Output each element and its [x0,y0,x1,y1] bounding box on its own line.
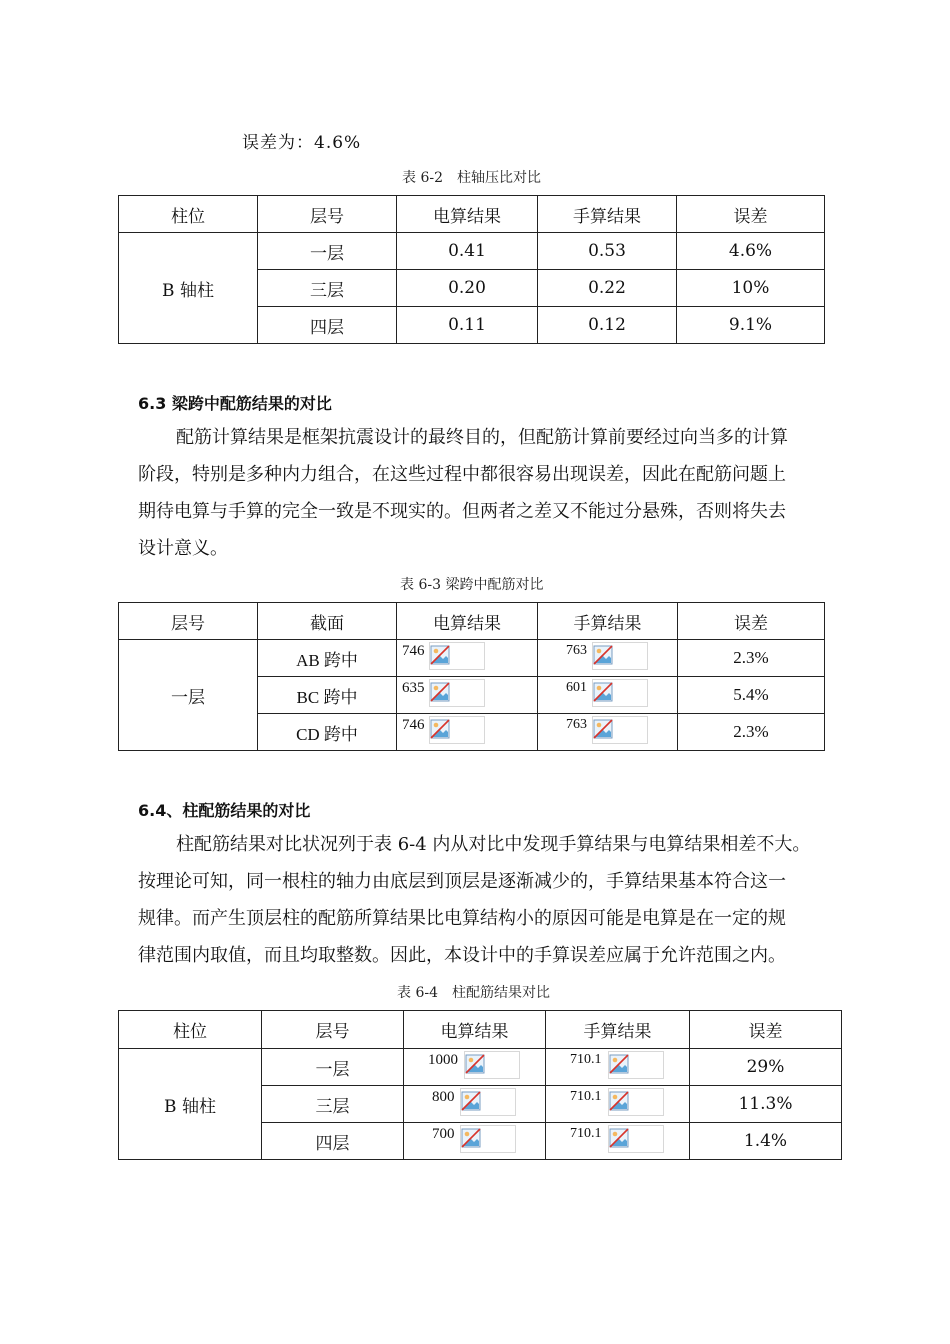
broken-image-glyph [465,1054,485,1074]
paragraph-line: 律范围内取值，而且均取整数。因此，本设计中的手算误差应属于允许范围之内。 [138,945,786,966]
manual-result-cell: 0.22 [538,270,677,307]
paragraph-line: 设计意义。 [138,538,228,559]
broken-image-icon [460,1088,516,1116]
value-text: 746 [402,717,425,733]
broken-image-glyph [609,1091,629,1111]
header-cell: 手算结果 [538,196,677,233]
header-cell: 层号 [258,196,397,233]
value-text: 710.1 [570,1126,602,1141]
header-cell: 电算结果 [397,196,538,233]
header-cell: 层号 [119,603,258,640]
value-text: 746 [402,643,425,659]
error-cell: 29% [690,1049,842,1086]
broken-image-icon [460,1125,516,1153]
broken-image-icon [429,679,485,707]
table-row [119,640,825,677]
table-caption-6-2: 表 6-2 柱轴压比对比 [402,170,541,186]
section-6-4-paragraph [138,826,850,974]
header-cell: 手算结果 [538,603,678,640]
computer-result-cell [397,677,538,714]
header-cell: 层号 [262,1011,404,1049]
paragraph-line: 阶段，特别是多种内力组合，在这些过程中都很容易出现误差，因此在配筋问题上 [138,464,786,485]
layer-cell: 四层 [258,307,397,344]
layer-cell: 三层 [262,1086,404,1123]
section-heading-6-3: 6.3 梁跨中配筋结果的对比 [138,394,332,413]
value-text: 700 [432,1126,455,1142]
broken-image-glyph [609,1054,629,1074]
broken-image-icon [592,716,648,744]
layer-cell: 三层 [258,270,397,307]
broken-image-glyph [430,645,450,665]
header-cell: 误差 [677,196,825,233]
computer-result-cell [397,640,538,677]
broken-image-icon [608,1051,664,1079]
header-cell: 电算结果 [397,603,538,640]
broken-image-glyph [461,1128,481,1148]
manual-result-cell [538,677,678,714]
broken-image-glyph [593,719,613,739]
section-cell: BC 跨中 [258,677,397,714]
manual-result-cell: 0.53 [538,233,677,270]
computer-result-cell: 0.11 [397,307,538,344]
broken-image-icon [429,716,485,744]
value-text: 1000 [428,1052,458,1068]
group-label-cell: 一层 [119,640,258,751]
error-cell: 5.4% [678,677,825,714]
computer-result-cell [397,714,538,751]
header-cell: 电算结果 [404,1011,546,1049]
broken-image-glyph [430,682,450,702]
error-cell: 10% [677,270,825,307]
layer-cell: 一层 [258,233,397,270]
value-text: 601 [566,680,587,695]
computer-result-cell [404,1123,546,1160]
section-6-3-paragraph [138,419,838,567]
value-text: 635 [402,680,425,696]
paragraph-line: 配筋计算结果是框架抗震设计的最终目的，但配筋计算前要经过向当多的计算 [176,427,788,448]
error-cell: 2.3% [678,640,825,677]
manual-result-cell [538,640,678,677]
error-summary-line: 误差为：4.6% [242,133,362,153]
table-column-reinforcement [118,1010,842,1160]
group-label-cell: B 轴柱 [119,1049,262,1160]
paragraph-line: 规律。而产生顶层柱的配筋所算结果比电算结构小的原因可能是电算是在一定的规 [138,908,786,929]
computer-result-cell: 0.20 [397,270,538,307]
broken-image-glyph [609,1128,629,1148]
broken-image-glyph [461,1091,481,1111]
computer-result-cell: 0.41 [397,233,538,270]
manual-result-cell [546,1086,690,1123]
table-caption-6-4: 表 6-4 柱配筋结果对比 [397,985,550,1001]
header-cell: 手算结果 [546,1011,690,1049]
error-cell: 2.3% [678,714,825,751]
header-cell: 柱位 [119,196,258,233]
computer-result-cell [404,1049,546,1086]
section-cell: AB 跨中 [258,640,397,677]
manual-result-cell [538,714,678,751]
header-cell: 误差 [678,603,825,640]
header-cell: 截面 [258,603,397,640]
broken-image-icon [608,1125,664,1153]
broken-image-icon [608,1088,664,1116]
broken-image-icon [592,679,648,707]
layer-cell: 一层 [262,1049,404,1086]
paragraph-line: 期待电算与手算的完全一致是不现实的。但两者之差又不能过分悬殊，否则将失去 [138,501,786,522]
manual-result-cell [546,1049,690,1086]
value-text: 710.1 [570,1089,602,1104]
layer-cell: 四层 [262,1123,404,1160]
broken-image-icon [429,642,485,670]
computer-result-cell [404,1086,546,1123]
broken-image-icon [464,1051,520,1079]
manual-result-cell: 0.12 [538,307,677,344]
error-cell: 9.1% [677,307,825,344]
table-axial-compression [118,195,825,344]
group-label-cell: B 轴柱 [119,233,258,344]
error-cell: 1.4% [690,1123,842,1160]
manual-result-cell [546,1123,690,1160]
paragraph-line: 按理论可知，同一根柱的轴力由底层到顶层是逐渐减少的，手算结果基本符合这一 [138,871,786,892]
value-text: 763 [566,643,587,658]
header-cell: 柱位 [119,1011,262,1049]
broken-image-glyph [430,719,450,739]
broken-image-icon [592,642,648,670]
header-cell: 误差 [690,1011,842,1049]
error-cell: 4.6% [677,233,825,270]
table-caption-6-3: 表 6-3 梁跨中配筋对比 [400,577,544,593]
table-row [119,1049,842,1086]
section-heading-6-4: 6.4、柱配筋结果的对比 [138,801,311,820]
broken-image-glyph [593,682,613,702]
value-text: 800 [432,1089,455,1105]
paragraph-line: 柱配筋结果对比状况列于表 6-4 内从对比中发现手算结果与电算结果相差不大。 [176,834,811,855]
table-beam-reinforcement [118,602,825,751]
section-cell: CD 跨中 [258,714,397,751]
value-text: 710.1 [570,1052,602,1067]
broken-image-glyph [593,645,613,665]
table-row [119,233,825,270]
value-text: 763 [566,717,587,732]
error-cell: 11.3% [690,1086,842,1123]
